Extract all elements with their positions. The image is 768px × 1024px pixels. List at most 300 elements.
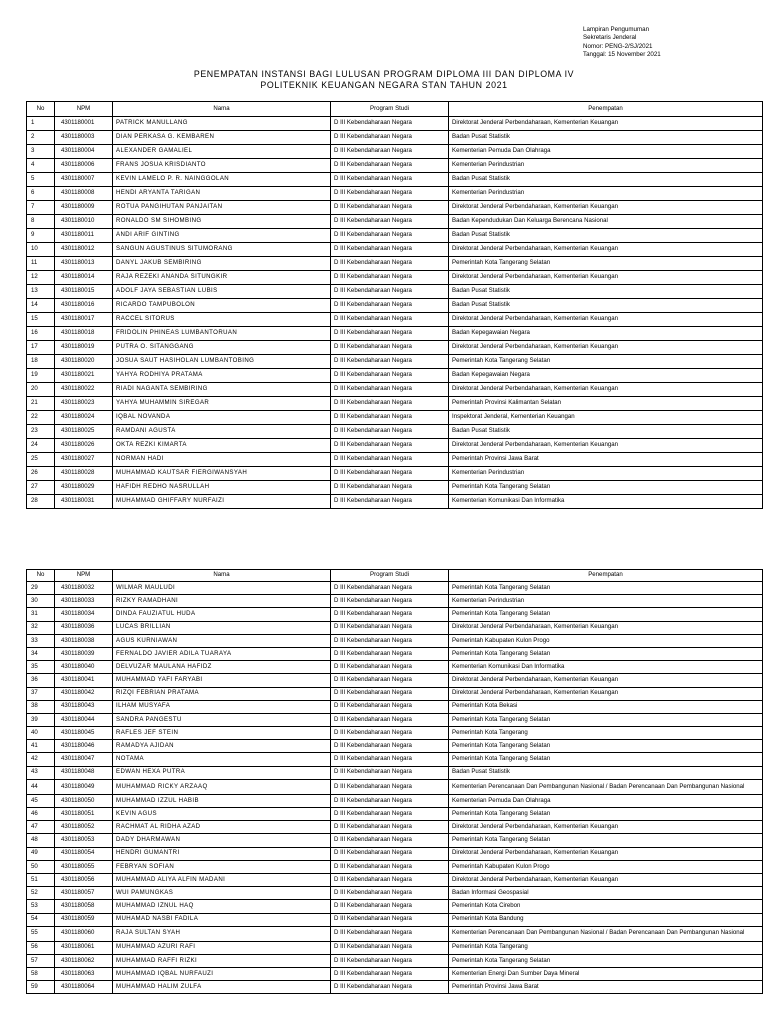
cell-penempatan: Kementerian Komunikasi Dan Informatika (449, 661, 763, 674)
cell-npm: 4301180040 (55, 661, 113, 674)
cell-no: 7 (27, 201, 55, 215)
cell-penempatan: Pemerintah Kota Bandung (449, 913, 763, 926)
cell-program-studi: D III Kebendaharaan Negara (331, 954, 449, 967)
cell-npm: 4301180026 (55, 439, 113, 453)
table-row (27, 425, 763, 439)
cell-program-studi: D III Kebendaharaan Negara (331, 425, 449, 439)
cell-program-studi: D III Kebendaharaan Negara (331, 740, 449, 753)
cell-penempatan: Badan Pusat Statistik (449, 173, 763, 187)
table-row (27, 808, 763, 821)
table-row (27, 740, 763, 753)
cell-no: 57 (27, 954, 55, 967)
cell-npm: 4301180006 (55, 159, 113, 173)
placement-table-1 (26, 101, 763, 509)
cell-penempatan: Kementerian Perencanaan Dan Pembangunan Nasional / Badan Perencanaan Dan Pembangunan Nasional (449, 779, 763, 794)
cell-npm: 4301180015 (55, 285, 113, 299)
cell-nama: ILHAM MUSYAFA (113, 700, 331, 713)
table-row (27, 187, 763, 201)
cell-nama: RAMADYA AJIDAN (113, 740, 331, 753)
cell-no: 35 (27, 661, 55, 674)
cell-program-studi: D III Kebendaharaan Negara (331, 117, 449, 131)
cell-npm: 4301180001 (55, 117, 113, 131)
table-row (27, 481, 763, 495)
table-row (27, 495, 763, 509)
cell-npm: 4301180048 (55, 766, 113, 779)
cell-program-studi: D III Kebendaharaan Negara (331, 201, 449, 215)
cell-no: 45 (27, 794, 55, 807)
cell-penempatan: Pemerintah Provinsi Kalimantan Selatan (449, 397, 763, 411)
cell-npm: 4301180055 (55, 860, 113, 873)
cell-nama: RICARDO TAMPUBOLON (113, 299, 331, 313)
cell-penempatan: Pemerintah Kota Tangerang (449, 727, 763, 740)
cell-program-studi: D III Kebendaharaan Negara (331, 187, 449, 201)
cell-npm: 4301180057 (55, 887, 113, 900)
table-row (27, 173, 763, 187)
cell-program-studi: D III Kebendaharaan Negara (331, 727, 449, 740)
cell-no: 8 (27, 215, 55, 229)
cell-nama: RACHMAT AL RIDHA AZAD (113, 821, 331, 834)
cell-no: 49 (27, 847, 55, 860)
table-row (27, 821, 763, 834)
cell-nama: MUHAMMAD RICKY ARZAAQ (113, 779, 331, 794)
cell-no: 30 (27, 595, 55, 608)
cell-nama: RIZKY RAMADHANI (113, 595, 331, 608)
table-row (27, 981, 763, 994)
header-npm: NPM (55, 102, 113, 117)
cell-no: 6 (27, 187, 55, 201)
cell-program-studi: D III Kebendaharaan Negara (331, 313, 449, 327)
cell-program-studi: D III Kebendaharaan Negara (331, 299, 449, 313)
cell-npm: 4301180042 (55, 687, 113, 700)
cell-penempatan: Kementerian Energi Dan Sumber Daya Mineral (449, 968, 763, 981)
cell-npm: 4301180029 (55, 481, 113, 495)
cell-nama: KEVIN LAMELO P. R. NAINGGOLAN (113, 173, 331, 187)
cell-nama: RONALDO SM SIHOMBING (113, 215, 331, 229)
cell-program-studi: D III Kebendaharaan Negara (331, 229, 449, 243)
cell-no: 4 (27, 159, 55, 173)
table-row (27, 117, 763, 131)
cell-penempatan: Direktorat Jenderal Perbendaharaan, Kementerian Keuangan (449, 674, 763, 687)
cell-nama: WILMAR MAULUDI (113, 582, 331, 595)
cell-npm: 4301180051 (55, 808, 113, 821)
cell-nama: OKTA REZKI KIMARTA (113, 439, 331, 453)
cell-npm: 4301180039 (55, 647, 113, 660)
table-row (27, 313, 763, 327)
cell-penempatan: Direktorat Jenderal Perbendaharaan, Kementerian Keuangan (449, 687, 763, 700)
cell-npm: 4301180063 (55, 968, 113, 981)
cell-npm: 4301180009 (55, 201, 113, 215)
cell-nama: MUHAMMAD IQBAL NURFAUZI (113, 968, 331, 981)
cell-no: 28 (27, 495, 55, 509)
cell-program-studi: D III Kebendaharaan Negara (331, 285, 449, 299)
cell-nama: DELVUZAR MAULANA HAFIDZ (113, 661, 331, 674)
cell-nama: DINDA FAUZIATUL HUDA (113, 608, 331, 621)
cell-penempatan: Inspektorat Jenderal, Kementerian Keuangan (449, 411, 763, 425)
cell-program-studi: D III Kebendaharaan Negara (331, 608, 449, 621)
cell-npm: 4301180052 (55, 821, 113, 834)
cell-npm: 4301180012 (55, 243, 113, 257)
cell-npm: 4301180020 (55, 355, 113, 369)
table-row (27, 860, 763, 873)
cell-no: 13 (27, 285, 55, 299)
cell-program-studi: D III Kebendaharaan Negara (331, 887, 449, 900)
cell-program-studi: D III Kebendaharaan Negara (331, 481, 449, 495)
cell-penempatan: Kementerian Perindustrian (449, 595, 763, 608)
table-row (27, 674, 763, 687)
table-row (27, 647, 763, 660)
cell-no: 32 (27, 621, 55, 634)
cell-no: 38 (27, 700, 55, 713)
cell-nama: FRANS JOSUA KRISDIANTO (113, 159, 331, 173)
cell-program-studi: D III Kebendaharaan Negara (331, 674, 449, 687)
cell-nama: AGUS KURNIAWAN (113, 634, 331, 647)
table-row (27, 131, 763, 145)
cell-nama: MUHAMMAD ALIYA ALFIN MADANI (113, 873, 331, 886)
header-penempatan: Penempatan (449, 570, 763, 582)
cell-no: 5 (27, 173, 55, 187)
cell-nama: MUHAMMAD HALIM ZULFA (113, 981, 331, 994)
cell-penempatan: Badan Kepegawaian Negara (449, 327, 763, 341)
cell-program-studi: D III Kebendaharaan Negara (331, 595, 449, 608)
cell-penempatan: Badan Kepegawaian Negara (449, 369, 763, 383)
cell-program-studi: D III Kebendaharaan Negara (331, 794, 449, 807)
cell-no: 46 (27, 808, 55, 821)
cell-nama: PUTRA O. SITANGGANG (113, 341, 331, 355)
cell-nama: EDWAN HEXA PUTRA (113, 766, 331, 779)
cell-penempatan: Pemerintah Kota Tangerang Selatan (449, 355, 763, 369)
table-row (27, 941, 763, 954)
cell-npm: 4301180060 (55, 926, 113, 941)
cell-npm: 4301180024 (55, 411, 113, 425)
cell-nama: FERNALDO JAVIER ADILA TUARAYA (113, 647, 331, 660)
table-row (27, 595, 763, 608)
cell-npm: 4301180031 (55, 495, 113, 509)
cell-npm: 4301180016 (55, 299, 113, 313)
cell-program-studi: D III Kebendaharaan Negara (331, 766, 449, 779)
cell-nama: MUHAMAD NASBI FADILA (113, 913, 331, 926)
cell-nama: MUHAMMAD AZURI RAFI (113, 941, 331, 954)
cell-penempatan: Pemerintah Kota Tangerang Selatan (449, 753, 763, 766)
table-row (27, 847, 763, 860)
cell-program-studi: D III Kebendaharaan Negara (331, 981, 449, 994)
cell-nama: MUHAMMAD YAFI FARYABI (113, 674, 331, 687)
cell-nama: YAHYA MUHAMMIN SIREGAR (113, 397, 331, 411)
cell-nama: SANDRA PANGESTU (113, 713, 331, 726)
table-row (27, 271, 763, 285)
table-row (27, 621, 763, 634)
cell-npm: 4301180018 (55, 327, 113, 341)
cell-program-studi: D III Kebendaharaan Negara (331, 700, 449, 713)
cell-npm: 4301180047 (55, 753, 113, 766)
cell-npm: 4301180038 (55, 634, 113, 647)
cell-program-studi: D III Kebendaharaan Negara (331, 369, 449, 383)
table-row (27, 439, 763, 453)
cell-penempatan: Pemerintah Kota Tangerang Selatan (449, 481, 763, 495)
cell-no: 42 (27, 753, 55, 766)
cell-penempatan: Pemerintah Kota Tangerang Selatan (449, 582, 763, 595)
cell-program-studi: D III Kebendaharaan Negara (331, 753, 449, 766)
cell-no: 26 (27, 467, 55, 481)
cell-program-studi: D III Kebendaharaan Negara (331, 145, 449, 159)
cell-penempatan: Kementerian Perencanaan Dan Pembangunan Nasional / Badan Perencanaan Dan Pembangunan Nasional (449, 926, 763, 941)
cell-program-studi: D III Kebendaharaan Negara (331, 453, 449, 467)
cell-no: 53 (27, 900, 55, 913)
header-no: No (27, 570, 55, 582)
table-row (27, 900, 763, 913)
table-row (27, 397, 763, 411)
table-row (27, 687, 763, 700)
cell-npm: 4301180027 (55, 453, 113, 467)
cell-penempatan: Badan Pusat Statistik (449, 131, 763, 145)
cell-penempatan: Direktorat Jenderal Perbendaharaan, Kementerian Keuangan (449, 873, 763, 886)
cell-penempatan: Pemerintah Kota Tangerang Selatan (449, 954, 763, 967)
cell-program-studi: D III Kebendaharaan Negara (331, 968, 449, 981)
cell-program-studi: D III Kebendaharaan Negara (331, 439, 449, 453)
cell-program-studi: D III Kebendaharaan Negara (331, 873, 449, 886)
cell-program-studi: D III Kebendaharaan Negara (331, 647, 449, 660)
cell-penempatan: Pemerintah Provinsi Jawa Barat (449, 981, 763, 994)
cell-no: 40 (27, 727, 55, 740)
cell-no: 15 (27, 313, 55, 327)
cell-program-studi: D III Kebendaharaan Negara (331, 159, 449, 173)
table-row (27, 341, 763, 355)
header-npm: NPM (55, 570, 113, 582)
cell-npm: 4301180007 (55, 173, 113, 187)
cell-nama: MUHAMMAD RAFFI RIZKI (113, 954, 331, 967)
table-row (27, 873, 763, 886)
cell-nama: FEBRYAN SOFIAN (113, 860, 331, 873)
cell-nama: ROTUA PANGIHUTAN PANJAITAN (113, 201, 331, 215)
cell-nama: IQBAL NOVANDA (113, 411, 331, 425)
cell-program-studi: D III Kebendaharaan Negara (331, 582, 449, 595)
cell-npm: 4301180004 (55, 145, 113, 159)
cell-program-studi: D III Kebendaharaan Negara (331, 621, 449, 634)
cell-nama: DADY DHARMAWAN (113, 834, 331, 847)
table-row (27, 327, 763, 341)
table-row (27, 779, 763, 794)
cell-penempatan: Direktorat Jenderal Perbendaharaan, Kementerian Keuangan (449, 621, 763, 634)
cell-npm: 4301180025 (55, 425, 113, 439)
cell-program-studi: D III Kebendaharaan Negara (331, 467, 449, 481)
cell-program-studi: D III Kebendaharaan Negara (331, 860, 449, 873)
cell-nama: ALEXANDER GAMALIEL (113, 145, 331, 159)
cell-no: 59 (27, 981, 55, 994)
cell-npm: 4301180062 (55, 954, 113, 967)
cell-penempatan: Badan Pusat Statistik (449, 425, 763, 439)
cell-no: 10 (27, 243, 55, 257)
cell-program-studi: D III Kebendaharaan Negara (331, 713, 449, 726)
table-row (27, 926, 763, 941)
cell-npm: 4301180061 (55, 941, 113, 954)
cell-penempatan: Direktorat Jenderal Perbendaharaan, Kementerian Keuangan (449, 201, 763, 215)
cell-npm: 4301180044 (55, 713, 113, 726)
table-row (27, 913, 763, 926)
cell-penempatan: Pemerintah Kota Tangerang Selatan (449, 740, 763, 753)
cell-no: 1 (27, 117, 55, 131)
cell-penempatan: Pemerintah Provinsi Jawa Barat (449, 453, 763, 467)
cell-no: 52 (27, 887, 55, 900)
cell-nama: KEVIN AGUS (113, 808, 331, 821)
table-row (27, 727, 763, 740)
header-no: No (27, 102, 55, 117)
cell-nama: MUHAMMAD IZZUL HABIB (113, 794, 331, 807)
cell-penempatan: Kementerian Perindustrian (449, 187, 763, 201)
table-row (27, 145, 763, 159)
cell-npm: 4301180022 (55, 383, 113, 397)
table-row (27, 201, 763, 215)
cell-npm: 4301180046 (55, 740, 113, 753)
cell-no: 47 (27, 821, 55, 834)
cell-npm: 4301180019 (55, 341, 113, 355)
cell-no: 51 (27, 873, 55, 886)
table-row (27, 954, 763, 967)
cell-npm: 4301180059 (55, 913, 113, 926)
cell-program-studi: D III Kebendaharaan Negara (331, 173, 449, 187)
cell-nama: MUHAMMAD KAUTSAR FIERGIWANSYAH (113, 467, 331, 481)
cell-nama: SANGUN AGUSTINUS SITUMORANG (113, 243, 331, 257)
cell-no: 43 (27, 766, 55, 779)
cell-no: 11 (27, 257, 55, 271)
cell-penempatan: Pemerintah Kota Tangerang Selatan (449, 608, 763, 621)
cell-penempatan: Kementerian Pemuda Dan Olahraga (449, 794, 763, 807)
cell-no: 3 (27, 145, 55, 159)
cell-nama: DANYL JAKUB SEMBIRING (113, 257, 331, 271)
cell-program-studi: D III Kebendaharaan Negara (331, 661, 449, 674)
placement-table-2 (26, 569, 763, 994)
cell-penempatan: Pemerintah Kota Bekasi (449, 700, 763, 713)
table-row (27, 355, 763, 369)
table-row (27, 582, 763, 595)
cell-npm: 4301180053 (55, 834, 113, 847)
cell-penempatan: Badan Pusat Statistik (449, 285, 763, 299)
cell-penempatan: Kementerian Perindustrian (449, 467, 763, 481)
cell-penempatan: Pemerintah Kota Tangerang Selatan (449, 647, 763, 660)
table-row (27, 634, 763, 647)
table-row (27, 243, 763, 257)
cell-no: 27 (27, 481, 55, 495)
cell-program-studi: D III Kebendaharaan Negara (331, 634, 449, 647)
cell-no: 2 (27, 131, 55, 145)
cell-penempatan: Direktorat Jenderal Perbendaharaan, Kementerian Keuangan (449, 341, 763, 355)
cell-program-studi: D III Kebendaharaan Negara (331, 383, 449, 397)
cell-nama: RAJA REZEKI ANANDA SITUNGKIR (113, 271, 331, 285)
cell-npm: 4301180023 (55, 397, 113, 411)
cell-npm: 4301180033 (55, 595, 113, 608)
table-row (27, 285, 763, 299)
header-nama: Nama (113, 570, 331, 582)
cell-program-studi: D III Kebendaharaan Negara (331, 834, 449, 847)
cell-program-studi: D III Kebendaharaan Negara (331, 355, 449, 369)
cell-program-studi: D III Kebendaharaan Negara (331, 327, 449, 341)
cell-program-studi: D III Kebendaharaan Negara (331, 926, 449, 941)
table-row (27, 467, 763, 481)
reference-line: Sekretaris Jenderal (583, 34, 637, 42)
cell-program-studi: D III Kebendaharaan Negara (331, 808, 449, 821)
cell-penempatan: Badan Pusat Statistik (449, 299, 763, 313)
cell-penempatan: Kementerian Pemuda Dan Olahraga (449, 145, 763, 159)
table-header-row (27, 102, 763, 117)
cell-nama: HENDI ARYANTA TARIGAN (113, 187, 331, 201)
cell-nama: HENDRI GUMANTRI (113, 847, 331, 860)
cell-nama: RIADI NAGANTA SEMBIRING (113, 383, 331, 397)
cell-program-studi: D III Kebendaharaan Negara (331, 257, 449, 271)
cell-no: 34 (27, 647, 55, 660)
cell-penempatan: Badan Informasi Geospasial (449, 887, 763, 900)
cell-penempatan: Pemerintah Kota Tangerang Selatan (449, 808, 763, 821)
cell-nama: DIAN PERKASA G. KEMBAREN (113, 131, 331, 145)
cell-npm: 4301180017 (55, 313, 113, 327)
cell-penempatan: Pemerintah Kabupaten Kulon Progo (449, 634, 763, 647)
cell-penempatan: Direktorat Jenderal Perbendaharaan, Kementerian Keuangan (449, 821, 763, 834)
cell-penempatan: Kementerian Perindustrian (449, 159, 763, 173)
table-row (27, 794, 763, 807)
cell-penempatan: Badan Pusat Statistik (449, 229, 763, 243)
cell-no: 20 (27, 383, 55, 397)
table-row (27, 215, 763, 229)
cell-npm: 4301180011 (55, 229, 113, 243)
cell-npm: 4301180045 (55, 727, 113, 740)
cell-nama: FRIDOLIN PHINEAS LUMBANTORUAN (113, 327, 331, 341)
cell-nama: MUHAMMAD GHIFFARY NURFAIZI (113, 495, 331, 509)
cell-nama: RAFLES JEF STEIN (113, 727, 331, 740)
cell-program-studi: D III Kebendaharaan Negara (331, 847, 449, 860)
cell-no: 39 (27, 713, 55, 726)
cell-penempatan: Direktorat Jenderal Perbendaharaan, Kementerian Keuangan (449, 439, 763, 453)
cell-penempatan: Badan Pusat Statistik (449, 766, 763, 779)
announcement-reference (583, 26, 661, 59)
cell-nama: YAHYA RODHIYA PRATAMA (113, 369, 331, 383)
cell-program-studi: D III Kebendaharaan Negara (331, 913, 449, 926)
cell-penempatan: Pemerintah Kabupaten Kulon Progo (449, 860, 763, 873)
reference-line: Tanggal: 15 November 2021 (583, 50, 661, 58)
cell-no: 9 (27, 229, 55, 243)
table-row (27, 299, 763, 313)
cell-npm: 4301180043 (55, 700, 113, 713)
table-row (27, 369, 763, 383)
table-row (27, 383, 763, 397)
cell-npm: 4301180056 (55, 873, 113, 886)
cell-npm: 4301180034 (55, 608, 113, 621)
table-row (27, 713, 763, 726)
cell-no: 12 (27, 271, 55, 285)
cell-no: 48 (27, 834, 55, 847)
cell-program-studi: D III Kebendaharaan Negara (331, 131, 449, 145)
cell-penempatan: Kementerian Komunikasi Dan Informatika (449, 495, 763, 509)
cell-penempatan: Pemerintah Kota Tangerang Selatan (449, 257, 763, 271)
cell-npm: 4301180049 (55, 779, 113, 794)
cell-penempatan: Direktorat Jenderal Perbendaharaan, Kementerian Keuangan (449, 243, 763, 257)
cell-npm: 4301180014 (55, 271, 113, 285)
cell-no: 33 (27, 634, 55, 647)
table-row (27, 700, 763, 713)
cell-nama: NORMAN HADI (113, 453, 331, 467)
table-header-row (27, 570, 763, 582)
cell-penempatan: Direktorat Jenderal Perbendaharaan, Kementerian Keuangan (449, 383, 763, 397)
cell-npm: 4301180013 (55, 257, 113, 271)
cell-penempatan: Pemerintah Kota Tangerang (449, 941, 763, 954)
cell-no: 31 (27, 608, 55, 621)
cell-no: 23 (27, 425, 55, 439)
reference-line: Lampiran Pengumuman (583, 26, 650, 33)
cell-npm: 4301180041 (55, 674, 113, 687)
cell-npm: 4301180010 (55, 215, 113, 229)
table-row (27, 661, 763, 674)
cell-penempatan: Direktorat Jenderal Perbendaharaan, Kementerian Keuangan (449, 117, 763, 131)
cell-no: 19 (27, 369, 55, 383)
cell-no: 16 (27, 327, 55, 341)
table-row (27, 834, 763, 847)
cell-penempatan: Pemerintah Kota Tangerang Selatan (449, 834, 763, 847)
